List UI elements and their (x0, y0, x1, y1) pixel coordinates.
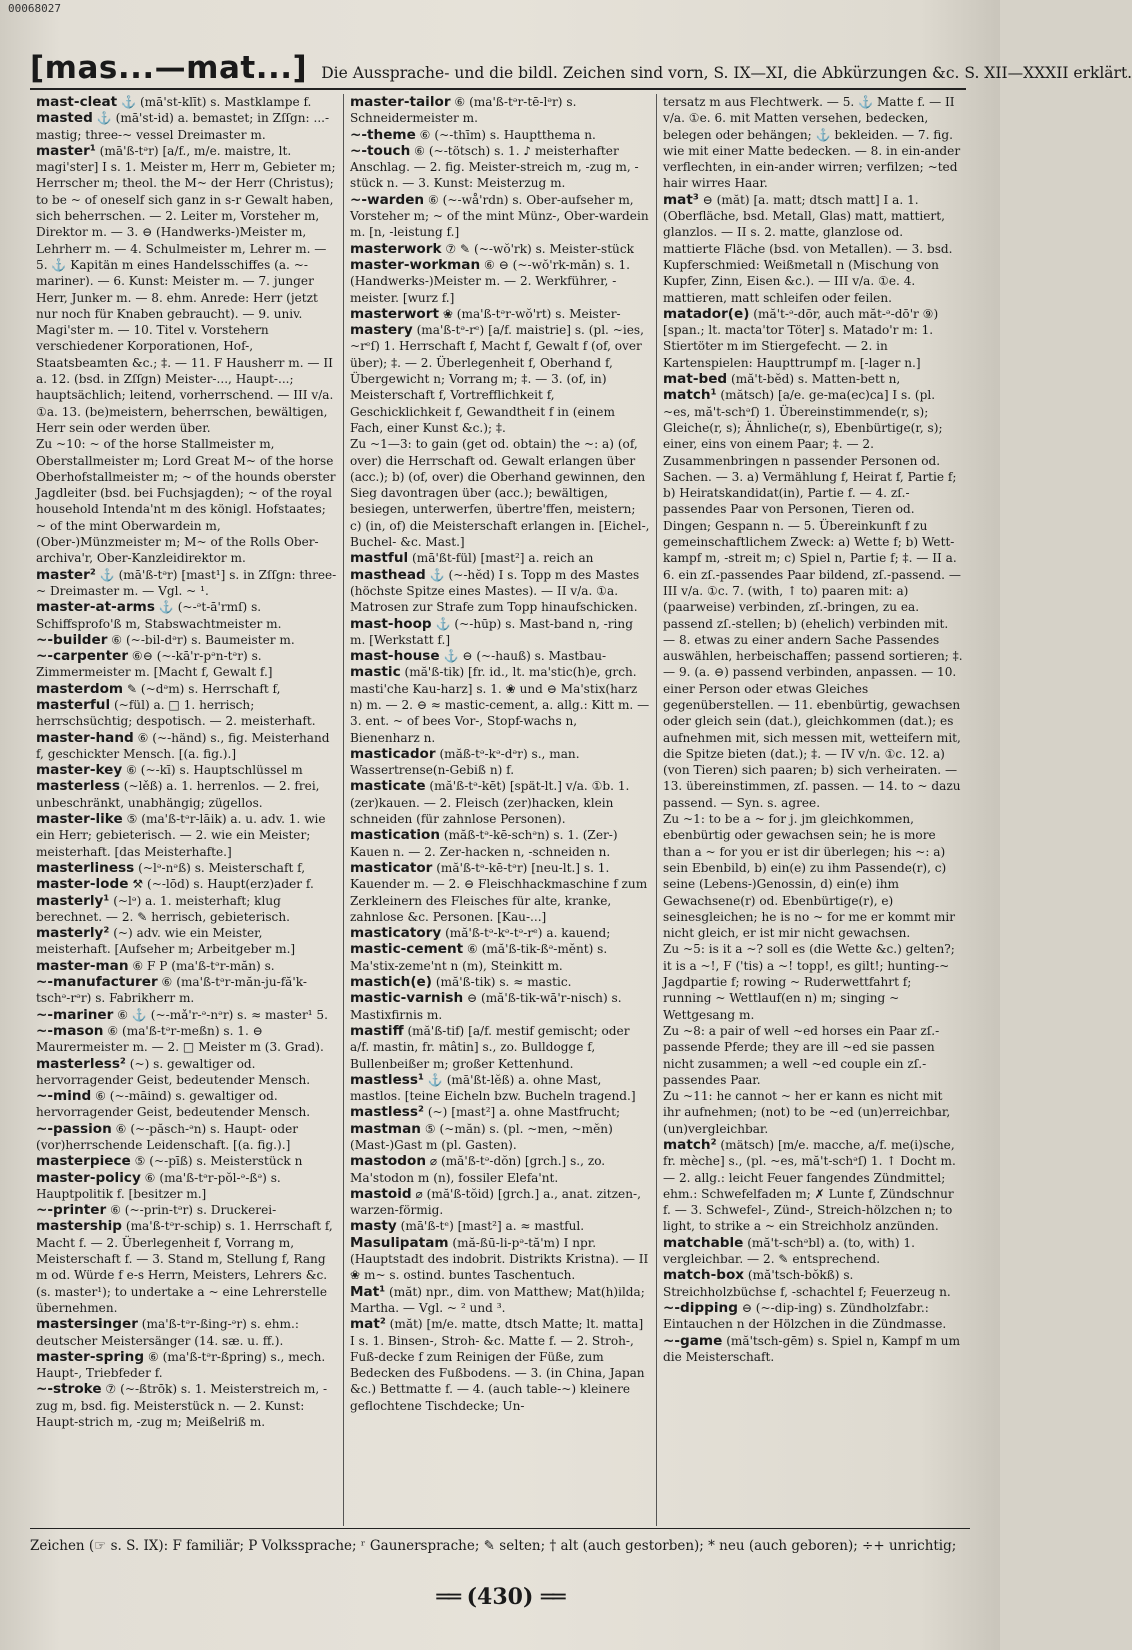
entry-headword: masterless² (36, 1055, 126, 1072)
entry-headword: match-box (663, 1267, 745, 1284)
entry-headword: ~-builder (36, 631, 108, 648)
dictionary-entry (663, 387, 963, 811)
entry-headword: mastful (350, 550, 409, 567)
entry-headword: master¹ (36, 142, 96, 159)
entry-headword: mastless² (350, 1104, 424, 1121)
entry-definition: (ma'ß-tᵊr-schip) s. 1. Herrschaft f, Macht f. — 2. Überlegenheit f, Vorrang m, Meisterschaft f. — 3. Stand m, Stellung f, Rang m od. Würde f e-s Herrn, Meisters, Lehrers &c. (s. master¹); to undertake a ~ eine Lehrerstelle übernehmen. (36, 1219, 333, 1315)
entry-headword: match² (663, 1137, 717, 1153)
dictionary-entry (36, 1381, 337, 1430)
dictionary-entry (663, 94, 963, 192)
entry-definition: ✎ (~dᵊm) s. Herrschaft f, (126, 681, 281, 696)
entry-definition: (mā'ßt-fül) [mast²] a. reich an (412, 551, 594, 566)
entry-headword: Mat¹ (350, 1283, 386, 1300)
entry-definition: Zu ~10: ~ of the horse Stallmeister m, Oberstallmeister m; Lord Great M~ of the horse Oberhofstallmeister m; ~ of the hounds oberster Jagdleiter (bsd. bei Fuchsjagden); ~ of the royal household Intenda'nt m des königl. Hofstaates; ~ of the mint Oberwardein m, (Ober-)Münzmeister m; M~ of the Rolls Ober-archiva'r, Ober-Kanzleidirektor m. (36, 437, 336, 566)
entry-headword: ~-warden (350, 191, 425, 208)
entry-headword: mastoid (350, 1185, 412, 1202)
dictionary-entry (36, 762, 337, 778)
dictionary-entry (36, 811, 337, 860)
entry-definition: ⚓ (~-hūp) s. Mast-band n, -ring m. [Werkstatt f.] (350, 616, 633, 647)
dictionary-entry (36, 143, 337, 436)
dictionary-entry (36, 632, 337, 648)
entry-definition: ⊖ (măt) [a. matt; dtsch matt] I a. 1. (Oberfläche, bsd. Metall, Glas) matt, mattiert, glanzlos. — II s. 2. matte, glanzlose od. mattierte Fläche (bsd. von Metallen). — 3. bsd. Kupferschmied: Weißmetall n (Mischung von Kupfer, Zinn, Eisen &c.). — III v/a. ①e. 4. mattieren, matt schleifen oder feilen. (663, 192, 953, 305)
dictionary-entry (663, 811, 963, 941)
page-number: 430 (477, 1584, 523, 1610)
entry-headword: mastless¹ (350, 1071, 424, 1088)
dictionary-entry (350, 1121, 650, 1154)
dictionary-entry (350, 143, 650, 192)
entry-headword: mastersinger (36, 1316, 138, 1333)
entry-definition: (mā'ß-tᵉ) [mast²] a. ≈ mastful. (400, 1219, 585, 1234)
dictionary-entry (350, 257, 650, 306)
entry-definition: (mă't-ᵊ-dōr, auch măt-ᵊ-dō'r ⑨) [span.; lt. macta'tor Töter] s. Matado'r m: 1. Stiertöter m im Stiergefecht. — 2. in Kartenspielen: Haupttrumpf m. [-lager n.] (663, 306, 939, 370)
entry-definition: (mă't-bĕd) s. Matten-bett n, (731, 372, 901, 387)
dictionary-entry (36, 860, 337, 876)
entry-definition: tersatz m aus Flechtwerk. — 5. ⚓ Matte f. — II v/a. ①e. 6. mit Matten versehen, bedecken, belegen oder behängen; ⚓ bekleiden. — 7. fig. wie mit einer Matte bedecken. — 8. in ein-ander verflechten, in ein-ander wirren; verfilzen; ~ted hair wirres Haar. (663, 95, 961, 191)
entry-headword: masticate (350, 778, 426, 795)
entry-definition: ⑥ ⚓ (~-mǎ'r-ᵊ-nᵊr) s. ≈ master¹ 5. (117, 1007, 328, 1022)
entry-headword: master-hand (36, 729, 134, 746)
entry-definition: ❀ (ma'ß-tᵊr-wŏ'rt) s. Meister- (442, 306, 621, 321)
entry-definition: (~) [mast²] a. ohne Mastfrucht; (427, 1105, 621, 1120)
entry-headword: ~-mariner (36, 1006, 114, 1023)
entry-definition: ⑥ (~-bil-dᵊr) s. Baumeister m. (111, 632, 295, 647)
entry-definition: ⚓ (~-ᵊt-ā'rmſ) s. Schiffsprofo'ß m, Stabswachtmeister m. (36, 600, 282, 631)
entry-definition: (mă'ß-tif) [a/f. mestif gemischt; oder a/f. mastin, fr. mâtin] s., zo. Bulldogge f, Bullenbeißer m; großer Kettenhund. (350, 1023, 630, 1071)
entry-headword: master-spring (36, 1348, 145, 1365)
header-note: Die Aussprache- und die bildl. Zeichen sind vorn, S. IX—XI, die Abkürzungen &c. S. XII—XXXII erklärt. (321, 64, 1132, 82)
entry-headword: master² (36, 566, 96, 583)
entry-headword: match¹ (663, 387, 717, 404)
entry-definition: ⚓ (mā'ß-tᵊr) [mast¹] s. in Zſſgn: three-~ Dreimaster m. — Vgl. ~ ¹. (36, 567, 337, 598)
entry-columns (30, 94, 970, 1526)
dictionary-entry (350, 974, 650, 990)
dictionary-entry (36, 876, 337, 892)
dictionary-entry (663, 371, 963, 387)
entry-definition: ⑥⊖ (~-kā'r-pᵊn-tᵊr) s. Zimmermeister m. [Macht f, Gewalt f.] (36, 649, 273, 680)
entry-definition: (mätsch) [m/e. macche, a/f. me(i)sche, fr. mèche] s., (pl. ~es, mă't-schᵊſ) 1. ↑ Docht m. — 2. allg.: leicht Feuer fangendes Zündmittel; ehm.: Schwefelfaden m; ✗ Lunte f, Zündschnur f. — 3. Schwefel-, Zünd-, Streich-hölzchen n; to light, to strike a ~ ein Streichholz anzünden. (663, 1138, 956, 1234)
entry-headword: masterly² (36, 925, 110, 942)
entry-definition: ⑥ (ma'ß-tᵊr-măn-ju-fă'k-tschᵊ-rᵊr) s. Fabrikherr m. (36, 975, 307, 1006)
entry-definition: (măt) [m/e. matte, dtsch Matte; lt. matta] I s. 1. Binsen-, Stroh- &c. Matte f. — 2. Stroh-, Fuß-decke f zum Reinigen der Füße, zum Bedecken des Fußbodens. — 3. (in China, Japan &c.) Bettmatte f. — 4. (auch table-~) kleinere geflochtene Tischdecke; Un- (350, 1317, 645, 1413)
entry-headword: ~-dipping (663, 1299, 738, 1316)
entry-definition: ⑥ (ma'ß-tᵊr-pŏl-ᵊ-ßᵊ) s. Hauptpolitik f. [besitzer m.] (36, 1170, 281, 1201)
column-left (30, 94, 343, 1526)
entry-definition: ⑥ (~-wå'rdn) s. Ober-aufseher m, Vorsteher m; ~ of the mint Münz-, Ober-wardein m. [n, -leistung f.] (350, 192, 649, 240)
entry-headword: ~-passion (36, 1120, 112, 1137)
entry-headword: master-at-arms (36, 599, 155, 616)
entry-definition: (mă'ß-tik) s. ≈ mastic. (435, 975, 572, 990)
dictionary-entry (36, 1088, 337, 1121)
entry-definition: ⑥ (ma'ß-tᵊr-tē-lᵊr) s. Schneidermeister m. (350, 95, 577, 126)
dictionary-entry (350, 1235, 650, 1284)
entry-definition: Zu ~5: is it a ~? soll es (die Wette &c.) gelten?; it is a ~!, F ('tis) a ~! topp!, es gilt!; hunting-~ Jagdpartie f; rowing ~ Ruderwettfahrt f; running ~ Wettlauf(en n) m; singing ~ Wettgesang m. (663, 942, 955, 1022)
entry-headword: masterpiece (36, 1153, 131, 1170)
dictionary-entry (663, 1267, 963, 1300)
dictionary-entry (350, 616, 650, 649)
dictionary-entry (36, 567, 337, 600)
entry-definition: ⚓ ⊖ (~-hauß) s. Mastbau- (443, 649, 607, 664)
entry-headword: mastiff (350, 1022, 404, 1039)
dictionary-entry (36, 1170, 337, 1203)
entry-definition: (mă'ß-tᵊ-kēt) [spät-lt.] v/a. ①b. 1. (zer)kauen. — 2. Fleisch (zer)hacken, klein schneiden (für zahnlose Personen). (350, 779, 630, 827)
dictionary-entry (350, 1218, 650, 1234)
entry-headword: masterwort (350, 305, 439, 322)
entry-definition: (~lᵊ) a. 1. meisterhaft; klug berechnet. — 2. ✎ herrisch, gebieterisch. (36, 893, 290, 924)
entry-definition: ⑥ ⊖ (~-wŏ'rk-măn) s. 1. (Handwerks-)Meister m. — 2. Werkführer, -meister. [wurz f.] (350, 257, 631, 305)
dictionary-entry (350, 746, 650, 779)
entry-headword: masticatory (350, 925, 442, 942)
entry-headword: masterful (36, 696, 111, 713)
dictionary-entry (36, 1007, 337, 1023)
dictionary-entry (350, 436, 650, 550)
entry-headword: masthead (350, 566, 426, 583)
dictionary-entry (350, 94, 650, 127)
dictionary-entry (350, 567, 650, 616)
entry-definition: (~) s. gewaltiger od. hervorragender Geist, bedeutender Mensch. (36, 1056, 311, 1087)
dictionary-entry (350, 322, 650, 436)
dictionary-entry (350, 860, 650, 925)
entry-definition: ⑥ (~-tötsch) s. 1. ♪ meisterhafter Anschlag. — 2. fig. Meister-streich m, -zug m, -stück n. — 3. Kunst: Meisterzug m. (350, 143, 639, 191)
entry-headword: ~-carpenter (36, 648, 129, 665)
dictionary-entry (36, 1023, 337, 1056)
dictionary-entry (36, 925, 337, 958)
double-bar-right-icon: ══ (541, 1585, 564, 1610)
dictionary-entry (350, 827, 650, 860)
dictionary-entry (350, 1072, 650, 1105)
dictionary-entry (663, 1088, 963, 1137)
entry-definition: ⑤ (~-pīß) s. Meisterstück n (134, 1154, 303, 1169)
guide-words: [mas...—mat...] (30, 50, 308, 86)
dictionary-entry (350, 127, 650, 143)
entry-headword: mastery (350, 322, 413, 339)
entry-headword: master-policy (36, 1169, 141, 1186)
entry-headword: Masulipatam (350, 1234, 449, 1251)
entry-definition: ⚓ (mā'st-klīt) s. Mastklampe f. (121, 95, 312, 109)
dictionary-entry (663, 1023, 963, 1088)
dictionary-entry (36, 1349, 337, 1382)
entry-definition: (mă'ß-tᵊ-kē-tᵊr) [neu-lt.] s. 1. Kauender m. — 2. ⊖ Fleischhackmaschine f zum Zerkleinern des Fleisches für alte, kranke, zahnlose &c. Personen. [Kau-...] (350, 860, 648, 924)
entry-definition: ⚓ (mā'ßt-lĕß) a. ohne Mast, mastlos. [teine Eicheln bzw. Bucheln tragend.] (350, 1072, 636, 1104)
entry-definition: (~lěß) a. 1. herrenlos. — 2. frei, unbeschränkt, unabhängig; zügellos. (36, 779, 320, 810)
entry-definition: ⑥ (ma'ß-tᵊr-ßpring) s., mech. Haupt-, Triebfeder f. (36, 1349, 326, 1381)
dictionary-entry (663, 306, 963, 371)
entry-definition: (mă'ß-tᵊ-kᵊ-tᵊ-rᵉ) a. kauend; (445, 926, 611, 941)
entry-headword: masticator (350, 859, 433, 876)
entry-headword: mastication (350, 827, 440, 844)
entry-definition: ⑥ (mă'ß-tik-ßᵊ-mĕnt) s. Ma'stix-zeme'nt n (m), Steinkitt m. (350, 942, 608, 973)
entry-headword: mast-house (350, 648, 440, 665)
entry-headword: mastic-varnish (350, 990, 464, 1007)
entry-headword: masterless (36, 778, 120, 795)
entry-headword: mast-cleat (36, 94, 118, 110)
entry-headword: masty (350, 1218, 397, 1235)
entry-definition: (~fül) a. □ 1. herrisch; herrschsüchtig; despotisch. — 2. meisterhaft. (36, 697, 316, 729)
entry-headword: master-key (36, 762, 123, 779)
dictionary-entry (663, 192, 963, 306)
entry-definition: ⑤ (~măn) s. (pl. ~men, ~mĕn) (Mast-)Gast m (pl. Gasten). (350, 1121, 613, 1152)
scan-id: 00068027 (8, 2, 61, 15)
entry-definition: (măt) npr., dim. von Matthew; Mat(h)ilda; Martha. — Vgl. ~ ² und ³. (350, 1284, 645, 1315)
entry-definition: ⑥ (~-händ) s., fig. Meisterhand f, geschickter Mensch. [(a. fig.).] (36, 730, 330, 761)
entry-definition: (mă-ßū-li-pᵊ-tă'm) I npr. (Hauptstadt des indobrit. Distrikts Kristna). — II ❀ m~ s. ostind. buntes Taschentuch. (350, 1235, 649, 1283)
dictionary-entry (663, 1235, 963, 1268)
entry-definition: ⌀ (mă'ß-tŏid) [grch.] a., anat. zitzen-, warzen-förmig. (350, 1186, 641, 1218)
entry-definition: (ma'ß-tᵊ-rᵉ) [a/f. maistrie] s. (pl. ~ies, ~rᵉſ) 1. Herrschaft f, Macht f, Gewalt f (of, over über); ‡. — 2. Überlegenheit f, Oberhand f, Übergewicht n; Vorrang m; ‡. — 3. (of, in) Meisterschaft f, Vortrefflichkeit f, Geschicklichkeit f, Gewandtheit f in (einem Fach, einer Kunst &c.); ‡. (350, 323, 644, 435)
dictionary-entry (36, 697, 337, 730)
dictionary-entry (36, 778, 337, 811)
double-bar-left-icon: ══ (436, 1585, 459, 1610)
entry-headword: mastodon (350, 1153, 427, 1170)
entry-definition: ⊖ (mă'ß-tik-wā'r-nisch) s. Mastixfirnis m. (350, 991, 622, 1022)
dictionary-entry (36, 1218, 337, 1316)
dictionary-entry (36, 1056, 337, 1089)
entry-headword: ~-manufacturer (36, 974, 158, 991)
entry-headword: mastic-cement (350, 941, 464, 958)
entry-headword: ~-mind (36, 1088, 92, 1105)
entry-definition: ⚒ (~-lōd) s. Haupt(erz)ader f. (132, 877, 314, 892)
dictionary-entry (36, 893, 337, 926)
entry-definition: ⊖ (~-dip-ing) s. Zündholzfabr.: Eintauchen n der Hölzchen in die Zündmasse. (663, 1300, 947, 1332)
entry-definition: ⑦ ✎ (~-wŏ'rk) s. Meister-stück (445, 241, 634, 256)
dictionary-entry (36, 1121, 337, 1154)
entry-headword: mat-bed (663, 371, 728, 388)
entry-headword: ~-touch (350, 142, 411, 159)
dictionary-entry (350, 1284, 650, 1317)
entry-headword: masterliness (36, 859, 135, 876)
dictionary-entry (350, 778, 650, 827)
dictionary-entry (350, 192, 650, 241)
entry-headword: master-workman (350, 256, 481, 273)
entry-definition: (ma'ß-tᵊr-ßing-ᵊr) s. ehm.: deutscher Meistersänger (14. sæ. u. ff.). (36, 1317, 299, 1348)
entry-headword: mastership (36, 1218, 123, 1235)
entry-headword: ~-mason (36, 1022, 104, 1039)
dictionary-entry (350, 1104, 650, 1120)
entry-definition: ⌀ (mă'ß-tᵊ-dŏn) [grch.] s., zo. Ma'stodon m (n), fossiler Elefa'nt. (350, 1154, 606, 1185)
entry-definition: (mătsch) [a/e. ge-ma(ec)ca] I s. (pl. ~es, mă't-schᵊſ) 1. Übereinstimmende(r, s); Gleiche(r, s); Ähnliche(r, s), Ebenbürtige(r, s); einer, eins von einem Paar; ‡. — 2. Zusammenbringen n passender Personen od. Sachen. — 3. a) Vermählung f, Heirat f, Partie f; b) Heiratskandidat(in), Partie f. — 4. zſ.-passendes Paar von Personen, Tieren od. Dingen; Gespann n. — 5. Übereinkunft f zu gemeinschaftlichem Zweck: a) Wette f; b) Wett-kampf m, -streit m; c) Spiel n, Partie f; ‡. — II a. 6. ein zſ.-passendes Paar bildend, zſ.-passend. — III v/a. ①c. 7. (with, ↑ to) paaren mit: a) (paarweise) verbinden, zſ.-bringen, zu ea. passend zſ.-stellen; b) (ehelich) verbinden mit. — 8. etwas zu einer andern Sache Passendes auswählen, herbeischaffen; passend sortieren; ‡. — 9. (a. ⊖) passend verbinden, anpassen. — 10. einer Person oder etwas Gleiches gegenüberstellen. — 11. ebenbürtig, gewachsen oder gleich sein (dat.), gleichkommen (dat.); es aufnehmen mit, sich messen mit, wetteifern mit, die Spitze bieten (dat.); ‡. — IV v/n. ①c. 12. a) (von Tieren) sich paaren; b) sich verheiraten. — 13. übereinstimmen, zſ. passen. — 14. to ~ dazu passend. — Syn. s. agree. (663, 388, 963, 810)
dictionary-entry (350, 941, 650, 974)
entry-headword: ~-game (663, 1332, 723, 1349)
entry-headword: masterdom (36, 680, 124, 697)
entry-definition: (mă't-schᵊbl) a. (to, with) 1. vergleichbar. — 2. ✎ entsprechend. (663, 1235, 915, 1267)
dictionary-entry (350, 925, 650, 941)
entry-definition: Zu ~11: he cannot ~ her er kann es nicht mit ihr aufnehmen; (not) to be ~ed (un)erreichbar, (un)vergleichbar. (663, 1089, 951, 1136)
entry-definition: ⑥ (ma'ß-tᵊr-meßn) s. 1. ⊖ Maurermeister m. — 2. □ Meister m (3. Grad). (36, 1023, 324, 1055)
entry-headword: masticador (350, 745, 436, 762)
entry-definition: ⑥ (~-thīm) s. Hauptthema n. (419, 127, 596, 142)
entry-headword: ~-stroke (36, 1381, 102, 1398)
entry-definition: ⚓ (mā'st-id) a. bemastet; in Zſſgn: ...-mastig; three-~ vessel Dreimaster m. (36, 111, 330, 142)
dictionary-entry (350, 550, 650, 566)
dictionary-entry (36, 681, 337, 697)
dictionary-entry (36, 1316, 337, 1349)
entry-definition: Zu ~1: to be a ~ for j. jm gleichkommen, ebenbürtig oder gewachsen sein; he is more than a ~ for you er ist dir überlegen; his ~: a) sein Ebenbild, b) ein(e) zu ihm Passende(r), c) seine (Lebens-)Genossin, d) ein(e) ihm Gewachsene(r) od. Ebenbürtige(r), e) seinesgleichen; he is no ~ for me er kommt mir nicht gleich, er ist mir nicht gewachsen. (663, 812, 956, 941)
entry-definition: (mă'tsch-bŏkß) s. Streichholzbüchse f, -schachtel f; Feuerzeug n. (663, 1268, 951, 1299)
entry-headword: ~-theme (350, 126, 416, 143)
entry-definition: (mă'tsch-gēm) s. Spiel n, Kampf m um die Meisterschaft. (663, 1333, 961, 1364)
page-header (30, 44, 1132, 90)
entry-headword: master-lode (36, 876, 129, 893)
dictionary-entry (36, 1202, 337, 1218)
dictionary-entry (350, 664, 650, 745)
dictionary-entry (36, 974, 337, 1007)
entry-headword: mast-hoop (350, 615, 432, 632)
dictionary-entry (350, 1186, 650, 1219)
dictionary-entry (36, 110, 337, 143)
dictionary-entry (350, 306, 650, 322)
dictionary-entry (350, 1153, 650, 1186)
entry-headword: mat³ (663, 191, 699, 208)
entry-definition: Zu ~8: a pair of well ~ed horses ein Paar zſ.-passende Pferde; they are ill ~ed sie passen nicht zusammen; a well ~ed couple ein zſ.-passendes Paar. (663, 1023, 940, 1087)
dictionary-entry (663, 941, 963, 1022)
entry-definition: ⑥ (~-prin-tᵊr) s. Druckerei- (110, 1203, 277, 1218)
entry-headword: mastman (350, 1120, 421, 1137)
dictionary-entry (36, 730, 337, 763)
dictionary-entry (663, 1333, 963, 1366)
page-number-line: ══ (430) ══ (436, 1584, 564, 1610)
dictionary-entry (36, 599, 337, 632)
entry-headword: mastic (350, 664, 401, 681)
entry-headword: master-like (36, 811, 123, 828)
dictionary-entry (36, 648, 337, 681)
dictionary-entry (663, 1137, 963, 1235)
entry-headword: masted (36, 110, 93, 127)
entry-headword: mastich(e) (350, 974, 432, 991)
entry-definition: (~lᵊ-nᵊß) s. Meisterschaft f, (138, 860, 306, 875)
dictionary-entry (36, 94, 337, 110)
entry-definition: ⑥ (~-kī) s. Hauptschlüssel m (126, 763, 303, 778)
entry-definition: ⑤ (ma'ß-tᵊr-lāik) a. u. adv. 1. wie ein Herr; gebieterisch. — 2. wie ein Meister; meisterhaft. [das Meisterhafte.] (36, 812, 326, 859)
entry-headword: matador(e) (663, 305, 750, 322)
dictionary-entry (350, 1316, 650, 1414)
entry-definition: (mā'ß-tᵊr) [a/f., m/e. maistre, lt. magi'ster] I s. 1. Meister m, Herr m, Gebieter m; Herrscher m; theol. the M~ der Herr (Christus); to be ~ of oneself sich ganz in s-r Gewalt haben, sich beherrschen. — 2. Leiter m, Vorsteher m, Direktor m. — 3. ⊖ (Handwerks-)Meister m, Lehrherr m. — 4. Schulmeister m, Lehrer m. — 5. ⚓ Kapitän m eines Handelsschiffes (a. ~-mariner). — 6. Kunst: Meister m. — 7. junger Herr, Junker m. — 8. ehm. Anrede: Herr (jetzt nur noch für Knaben gebraucht). — 9. univ. Magi'ster m. — 10. Titel v. Vorstehern verschiedener Korporationen, Hof-, Staatsbeamten &c.; ‡. — 11. F Hausherr m. — II a. 12. (bsd. in Zſſgn) Meister-..., Haupt-...; hauptsächlich; leitend, vorherrschend. — III v/a. ①a. 13. (be)meistern, beherrschen, bewältigen, Herr sein oder werden über. (36, 143, 336, 435)
dictionary-entry (350, 241, 650, 257)
dictionary-entry (36, 1153, 337, 1169)
column-middle (343, 94, 656, 1526)
entry-headword: master-tailor (350, 94, 451, 110)
dictionary-entry (36, 436, 337, 566)
entry-headword: ~-printer (36, 1202, 107, 1219)
entry-headword: master-man (36, 957, 129, 974)
entry-definition: ⑥ F P (ma'ß-tᵊr-măn) s. (132, 958, 275, 973)
column-right (656, 94, 969, 1526)
dictionary-entry (350, 648, 650, 664)
entry-definition: (măß-tᵊ-kᵊ-dᵊr) s., man. Wassertrense(n-Gebiß n) f. (350, 746, 580, 778)
entry-headword: matchable (663, 1234, 744, 1251)
entry-headword: masterly¹ (36, 892, 110, 909)
entry-definition: ⚓ (~-hĕd) I s. Topp m des Mastes (höchste Spitze eines Mastes). — II v/a. ①a. Matrosen zur Strafe zum Topp hinaufschicken. (350, 567, 640, 615)
entry-definition: ⑦ (~-ßtrōk) s. 1. Meisterstreich m, -zug m, bsd. fig. Meisterstück n. — 2. Kunst: Haupt-strich m, -zug m; Meißelriß m. (36, 1382, 328, 1430)
dictionary-entry (350, 990, 650, 1023)
entry-headword: masterwork (350, 240, 442, 257)
dictionary-entry (350, 1023, 650, 1072)
entry-definition: (mă'ß-tik) [fr. id., lt. ma'stic(h)e, grch. masti'che Kau-harz] s. 1. ❀ und ⊖ Ma'stix(harz n) m. — 2. ⊖ ≈ mastic-cement, a. allg.: Kitt m. — 3. ent. ~ of bees Vor-, Stopf-wachs n, Bienenharz n. (350, 665, 650, 745)
entry-definition: (măß-tᵊ-kē-schᵊn) s. 1. (Zer-) Kauen n. — 2. Zer-hacken n, -schneiden n. (350, 828, 618, 859)
dictionary-entry (663, 1300, 963, 1333)
entry-definition: (~) adv. wie ein Meister, meisterhaft. [Aufseher m; Arbeitgeber m.] (36, 926, 296, 957)
symbol-legend: Zeichen (☞ s. S. IX): F familiär; P Volkssprache; ʳ Gaunersprache; ✎ selten; † alt (auch gestorben); * neu (auch geboren); ÷+ unrichtig; (30, 1528, 970, 1555)
entry-headword: mat² (350, 1316, 386, 1333)
entry-definition: ⑥ (~-păsch-ᵊn) s. Haupt- oder (vor)herrschende Leidenschaft. [(a. fig.).] (36, 1121, 299, 1152)
entry-definition: Zu ~1—3: to gain (get od. obtain) the ~: a) (of, over) die Herrschaft od. Gewalt erlangen über (acc.); b) (of, over) die Oberhand gewinnen, den Sieg davontragen über (acc.); bewältigen, besiegen, unterwerfen, übertre'ffen, meistern; c) (in, of) die Meisterschaft erlangen in. [Eichel-, Buchel- &c. Mast.] (350, 437, 650, 550)
entry-definition: ⑥ (~-māind) s. gewaltiger od. hervorragender Geist, bedeutender Mensch. (36, 1089, 311, 1120)
dictionary-entry (36, 958, 337, 974)
